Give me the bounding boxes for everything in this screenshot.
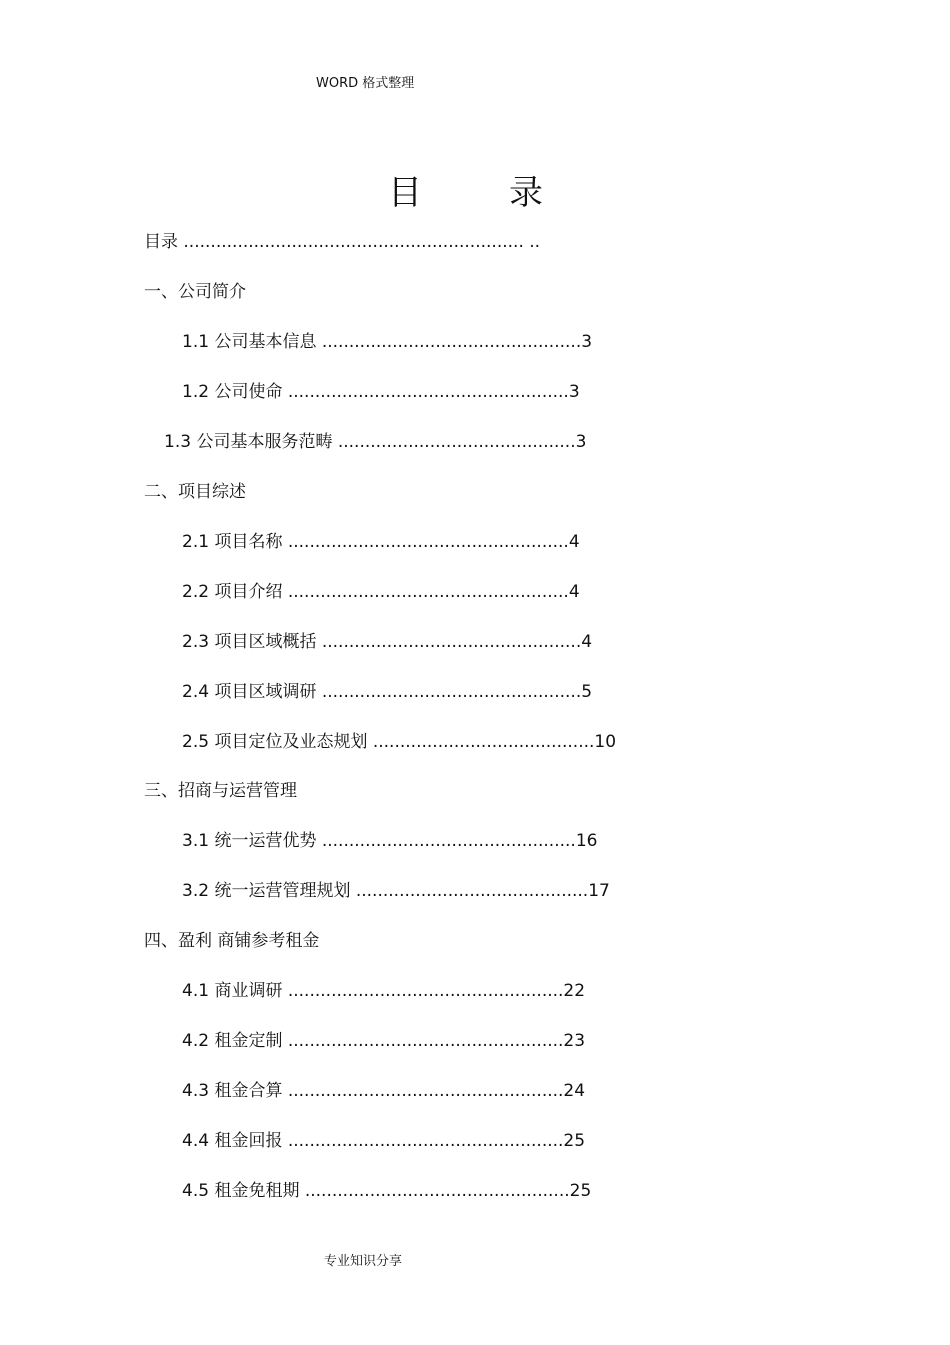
toc-title-char-1: 目 bbox=[388, 173, 422, 213]
page-footer: 专业知识分享 bbox=[324, 1254, 403, 1269]
toc-entry-1-1[interactable]: 1.1 公司基本信息 ................................................3 bbox=[182, 332, 593, 352]
toc-entry-4-3[interactable]: 4.3 租金合算 ...................................................24 bbox=[182, 1081, 586, 1101]
toc-entry-2-5[interactable]: 2.5 项目定位及业态规划 .........................................10 bbox=[182, 732, 617, 752]
toc-entry-2-1[interactable]: 2.1 项目名称 ....................................................4 bbox=[182, 532, 580, 552]
toc-entry-3-1[interactable]: 3.1 统一运营优势 ...............................................16 bbox=[182, 831, 598, 851]
toc-entry-4-2[interactable]: 4.2 租金定制 ...................................................23 bbox=[182, 1031, 586, 1051]
toc-entry-2-3[interactable]: 2.3 项目区域概括 ................................................4 bbox=[182, 632, 593, 652]
page-header: WORD 格式整理 bbox=[316, 76, 415, 91]
toc-title-char-2: 录 bbox=[509, 173, 543, 213]
toc-section-3[interactable]: 三、招商与运营管理 bbox=[144, 781, 297, 801]
toc-section-4[interactable]: 四、盈利 商铺参考租金 bbox=[144, 931, 320, 951]
toc-entry-4-5[interactable]: 4.5 租金免租期 .................................................25 bbox=[182, 1181, 592, 1201]
toc-entry-4-4[interactable]: 4.4 租金回报 ...................................................25 bbox=[182, 1131, 586, 1151]
toc-entry-1-2[interactable]: 1.2 公司使命 ....................................................3 bbox=[182, 382, 580, 402]
toc-section-1[interactable]: 一、公司简介 bbox=[144, 282, 246, 302]
toc-title bbox=[385, 170, 555, 216]
toc-entry-2-4[interactable]: 2.4 项目区域调研 ................................................5 bbox=[182, 682, 593, 702]
toc-entry-4-1[interactable]: 4.1 商业调研 ...................................................22 bbox=[182, 981, 586, 1001]
toc-entry-3-2[interactable]: 3.2 统一运营管理规划 ...........................................17 bbox=[182, 881, 610, 901]
toc-section-2[interactable]: 二、项目综述 bbox=[144, 482, 246, 502]
toc-entry-1-3[interactable]: 1.3 公司基本服务范畴 ............................................3 bbox=[164, 432, 587, 452]
toc-entry-2-2[interactable]: 2.2 项目介绍 ....................................................4 bbox=[182, 582, 580, 602]
toc-entry-contents[interactable]: 目录 ............................................................... .. bbox=[144, 232, 541, 252]
